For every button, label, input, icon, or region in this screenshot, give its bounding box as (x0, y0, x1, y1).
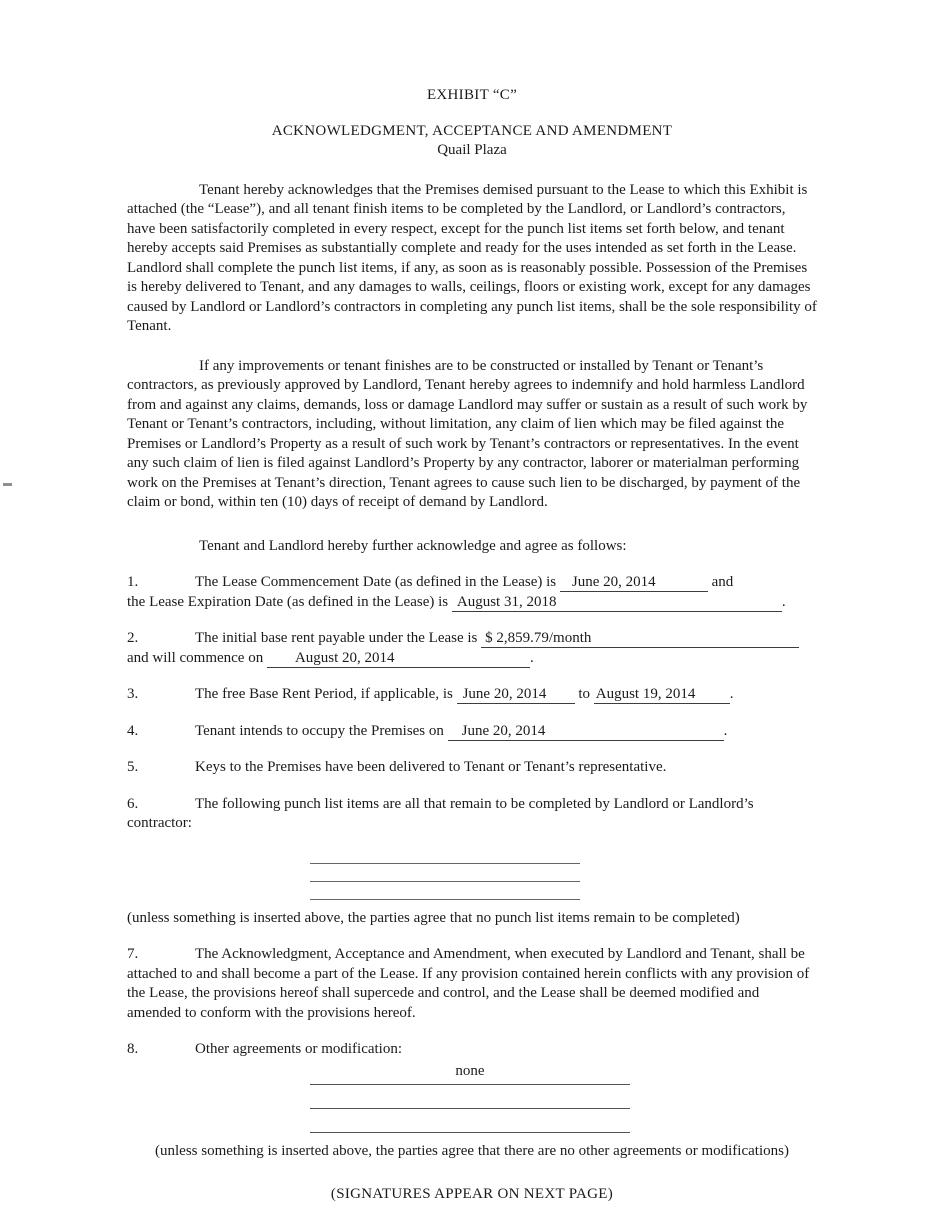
other-agreements-blank-line-2 (310, 1086, 630, 1109)
lease-commencement-date-value: June 20, 2014 (560, 574, 708, 592)
paragraph-indemnity: If any improvements or tenant finishes are to be constructed or installed by Tenant or Tenant’s contractors, as previously approved by Landlord, Tenant hereby agrees to indemnify and hold harmless Landlord from and against any claims, demands, loss or damage Landlord may suffer or sustain as a result of such work by Tenant or Tenant’s contractors, including, without limitation, any claim of lien which may be filed against the Premises or Landlord’s Property as a result of such work by Tenant’s contractors or representatives. In the event any such claim of lien is filed against Landlord’s Property by any contractor, laborer or materialman performing work on the Premises at Tenant’s direction, Tenant agrees to cause such lien to be discharged, by payment of the claim or bond, within ten (10) days of receipt of demand by Landlord. (127, 357, 808, 510)
exhibit-heading: EXHIBIT “C” (426, 87, 518, 103)
item-7-text: The Acknowledgment, Acceptance and Amendment, when executed by Landlord and Tenant, shall be attached to and shall become a part of the Lease. If any provision contained herein conflicts with any provision of the Lease, the provisions hereof shall supercede and control, and the Lease shall be deemed modified and amended to conform with the provisions hereof. (127, 946, 810, 1021)
item-2-text-1: The initial base rent payable under the Lease is (195, 630, 478, 646)
item-2-base-rent (127, 629, 817, 668)
document-content (127, 86, 817, 1205)
item-3-free-rent-period (127, 685, 817, 705)
item-5-number: 5. (127, 759, 139, 775)
other-agreements-note: (unless something is inserted above, the parties agree that there are no other agreements or modifications) (155, 1142, 789, 1159)
item-1-text-4: . (781, 593, 786, 610)
occupancy-date-value: June 20, 2014 (448, 723, 724, 741)
item-4-number: 4. (127, 722, 139, 739)
item-1-lease-dates (127, 573, 817, 612)
item-1-text-2: and (711, 574, 734, 590)
item-4-occupancy-date (127, 722, 817, 742)
punch-list-note: (unless something is inserted above, the parties agree that no punch list items remain to be completed) (127, 909, 740, 926)
intro-line: Tenant and Landlord hereby further acknowledge and agree as follows: (199, 537, 627, 554)
other-agreements-blank-line-3 (310, 1110, 630, 1133)
item-7-number: 7. (127, 946, 139, 962)
item-1-text-3: the Lease Expiration Date (as defined in the Lease) is (127, 593, 449, 610)
free-rent-start-value: June 20, 2014 (457, 686, 575, 704)
lease-expiration-date-value: August 31, 2018 (452, 594, 782, 612)
item-8-number: 8. (127, 1041, 139, 1057)
signatures-footer: (SIGNATURES APPEAR ON NEXT PAGE) (330, 1186, 614, 1202)
item-2-text-3: . (529, 649, 534, 666)
item-6-text: The following punch list items are all that remain to be completed by Landlord or Landlord’s contractor: (127, 795, 754, 831)
document-title: ACKNOWLEDGMENT, ACCEPTANCE AND AMENDMENT (271, 122, 673, 139)
item-6-punch-list (127, 795, 817, 834)
free-rent-end-value: August 19, 2014 (594, 686, 730, 704)
item-3-text-1: The free Base Rent Period, if applicable, is (195, 686, 453, 702)
other-agreements-lines (127, 1062, 817, 1133)
item-5-text: Keys to the Premises have been delivered to Tenant or Tenant’s representative. (195, 759, 667, 775)
item-1-line-2 (127, 593, 817, 613)
item-5-keys (127, 758, 817, 778)
item-3-text-2: to (578, 686, 590, 702)
punch-list-blank-line-3 (310, 884, 580, 900)
item-3-number: 3. (127, 686, 139, 702)
item-2-line-1 (127, 629, 817, 649)
item-2-number: 2. (127, 630, 139, 646)
base-rent-value: $ 2,859.79/month (481, 630, 799, 648)
paragraph-acknowledgment: Tenant hereby acknowledges that the Premises demised pursuant to the Lease to which this Exhibit is attached (the “Lease”), and all tenant finish items to be completed by the Landlord, or Landlord’s contractors, have been satisfactorily completed in every respect, except for the punch list items set forth below, and tenant hereby accepts said Premises as substantially complete and ready for the uses intended as set forth in the Lease. Landlord shall complete the punch list items, if any, as soon as is reasonably possible. Possession of the Premises is hereby delivered to Tenant, and any damages to walls, ceilings, floors or existing work, except for any damages caused by Landlord or Landlord’s contractors in completing any punch list items, shall be the sole responsibility of Tenant. (127, 181, 817, 334)
item-4-text-1: Tenant intends to occupy the Premises on (195, 722, 444, 739)
item-7-amendment-effect (127, 945, 817, 1023)
item-8-text: Other agreements or modification: (195, 1041, 403, 1057)
item-4-text-2: . (723, 722, 728, 739)
other-agreements-value: none (455, 1062, 485, 1079)
item-1-number: 1. (127, 574, 139, 590)
item-6-number: 6. (127, 795, 139, 812)
other-agreements-value-line (310, 1062, 630, 1085)
punch-list-blank-line-1 (310, 848, 580, 864)
scan-artifact-dash (3, 483, 12, 486)
item-1-text-1: The Lease Commencement Date (as defined in the Lease) is (195, 574, 557, 590)
item-2-line-2 (127, 649, 817, 669)
item-3-text-3: . (729, 686, 734, 702)
punch-list-blank-lines (127, 848, 817, 900)
item-1-line-1 (127, 573, 817, 593)
item-8-other-agreements (127, 1040, 817, 1060)
rent-commence-date-value: August 20, 2014 (267, 650, 530, 668)
item-2-text-2: and will commence on (127, 649, 264, 666)
document-subtitle: Quail Plaza (437, 142, 507, 158)
punch-list-blank-line-2 (310, 866, 580, 882)
